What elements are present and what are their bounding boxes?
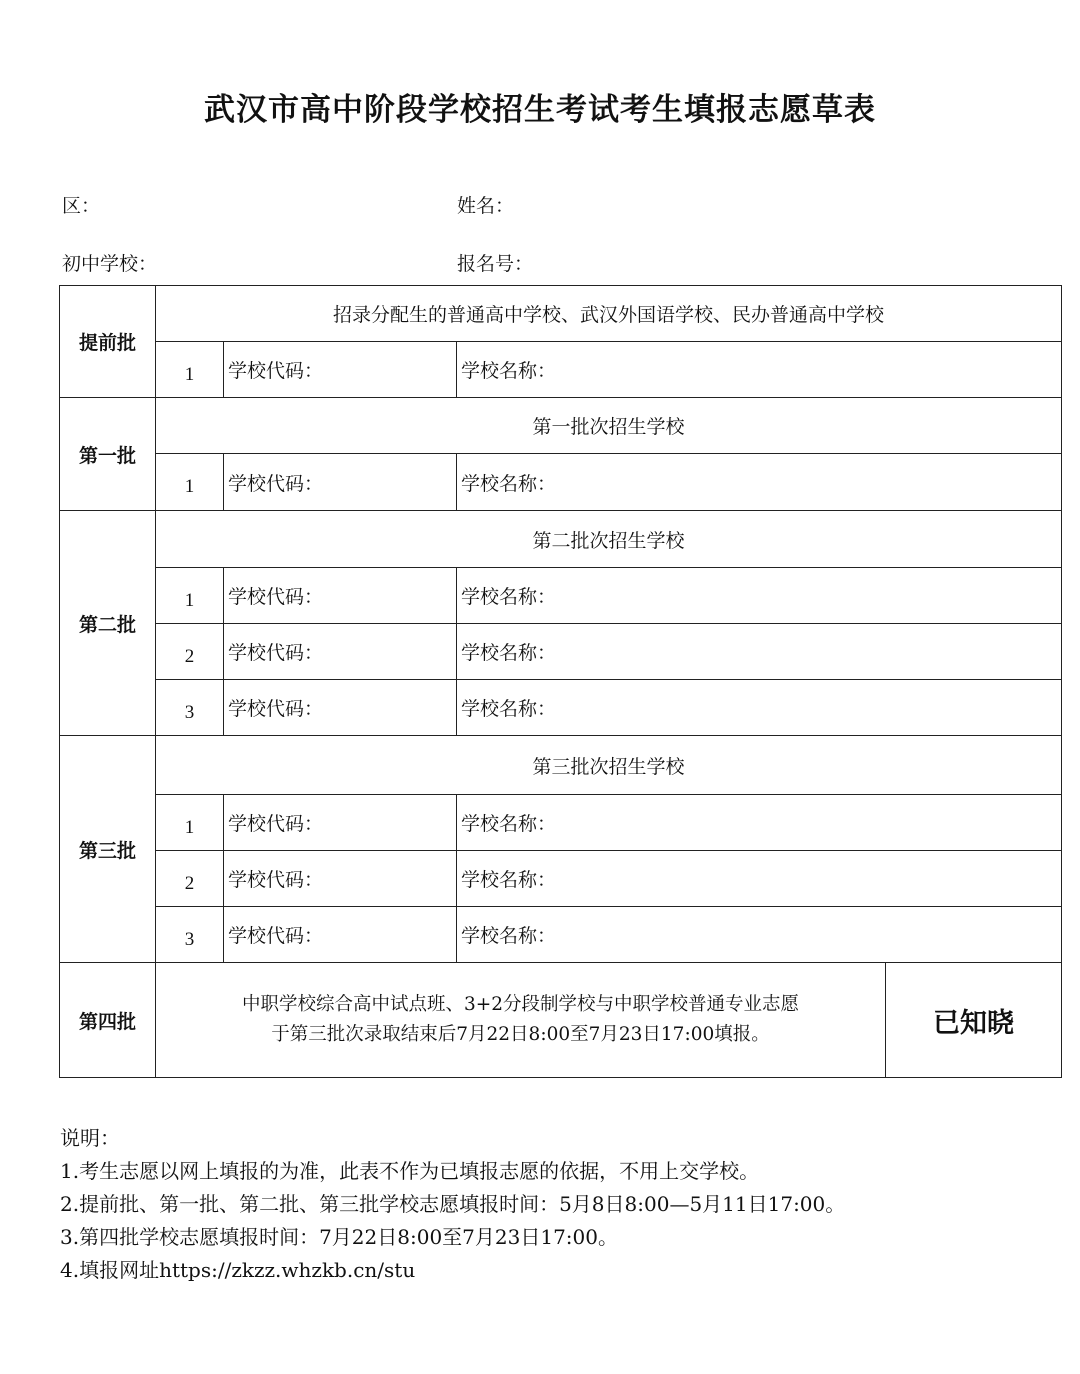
table-row	[60, 568, 1062, 624]
note-item-url[interactable]: 4.填报网址https://zkzz.whzkb.cn/stu	[60, 1258, 416, 1282]
school-name-field[interactable]: 学校名称：	[457, 907, 1062, 963]
school-name-field[interactable]: 学校名称：	[457, 568, 1062, 624]
school-name-field[interactable]: 学校名称：	[457, 454, 1062, 511]
school-code-field[interactable]: 学校代码：	[224, 795, 457, 851]
name-label: 姓名：	[457, 195, 515, 217]
batch-third-header: 第三批次招生学校	[156, 736, 1062, 795]
school-name-field[interactable]: 学校名称：	[457, 624, 1062, 680]
note-item: 2.提前批、第一批、第二批、第三批学校志愿填报时间：5月8日8:00—5月11日17:00。	[60, 1192, 846, 1216]
row-number: 3	[156, 680, 224, 736]
school-code-field[interactable]: 学校代码：	[224, 851, 457, 907]
school-code-field[interactable]: 学校代码：	[224, 342, 457, 398]
batch-first-header: 第一批次招生学校	[156, 398, 1062, 454]
row-number: 1	[156, 795, 224, 851]
school-code-field[interactable]: 学校代码：	[224, 624, 457, 680]
school-name-field[interactable]: 学校名称：	[457, 342, 1062, 398]
note-item: 3.第四批学校志愿填报时间：7月22日8:00至7月23日17:00。	[60, 1225, 618, 1249]
batch-second-label: 第二批	[60, 511, 156, 736]
batch-early-label: 提前批	[60, 286, 156, 398]
batch-first-label: 第一批	[60, 398, 156, 511]
school-name-field[interactable]: 学校名称：	[457, 795, 1062, 851]
batch-fourth-description	[156, 963, 886, 1078]
table-row	[60, 680, 1062, 736]
batch-fourth-label: 第四批	[60, 963, 156, 1078]
batch-second-header: 第二批次招生学校	[156, 511, 1062, 568]
table-row	[60, 795, 1062, 851]
table-row	[60, 342, 1062, 398]
table-row	[60, 624, 1062, 680]
school-name-field[interactable]: 学校名称：	[457, 680, 1062, 736]
table-row	[60, 454, 1062, 511]
school-code-field[interactable]: 学校代码：	[224, 568, 457, 624]
application-form-table	[59, 285, 1062, 1078]
notes-heading: 说明：	[60, 1126, 120, 1150]
row-number: 2	[156, 851, 224, 907]
batch-fourth-line-2: 于第三批次录取结束后7月22日8:00至7月23日17:00填报。	[271, 1024, 770, 1045]
row-number: 1	[156, 454, 224, 511]
middle-school-label: 初中学校：	[62, 253, 158, 275]
row-number: 2	[156, 624, 224, 680]
batch-third-label: 第三批	[60, 736, 156, 963]
batch-early-header: 招录分配生的普通高中学校、武汉外国语学校、民办普通高中学校	[156, 286, 1062, 342]
school-code-field[interactable]: 学校代码：	[224, 907, 457, 963]
row-number: 1	[156, 342, 224, 398]
batch-fourth-line-1: 中职学校综合高中试点班、3+2分段制学校与中职学校普通专业志愿	[241, 994, 800, 1015]
form-title: 武汉市高中阶段学校招生考试考生填报志愿草表	[204, 92, 876, 128]
row-number: 3	[156, 907, 224, 963]
acknowledged-checkbox[interactable]: 已知晓	[886, 963, 1062, 1078]
note-item: 1.考生志愿以网上填报的为准，此表不作为已填报志愿的依据，不用上交学校。	[60, 1159, 760, 1183]
school-code-field[interactable]: 学校代码：	[224, 680, 457, 736]
district-label: 区：	[62, 195, 101, 217]
school-code-field[interactable]: 学校代码：	[224, 454, 457, 511]
table-row	[60, 851, 1062, 907]
school-name-field[interactable]: 学校名称：	[457, 851, 1062, 907]
row-number: 1	[156, 568, 224, 624]
registration-number-label: 报名号：	[457, 253, 534, 275]
table-row	[60, 907, 1062, 963]
notes-section	[60, 1122, 845, 1287]
